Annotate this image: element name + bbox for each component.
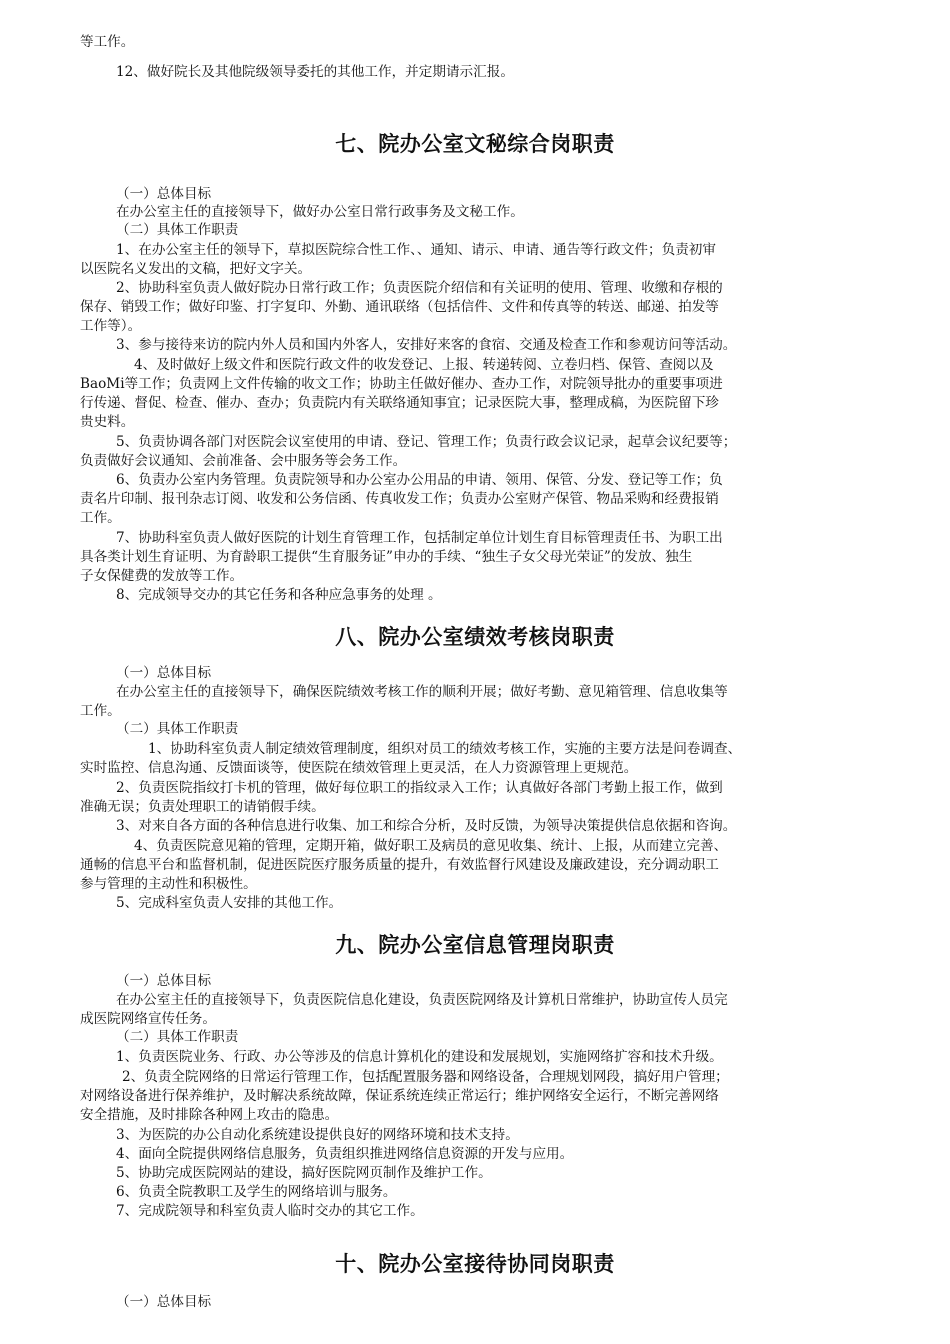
- text-line: 3、为医院的办公自动化系统建设提供良好的网络环境和技术支持。: [116, 1127, 519, 1143]
- text-line: 负责做好会议通知、会前准备、会中服务等会务工作。: [80, 453, 407, 469]
- goal-label: （一）总体目标: [116, 973, 212, 989]
- text-line: 等工作。: [80, 34, 135, 50]
- text-line: 具各类计划生育证明、为育龄职工提供“生育服务证”申办的手续、“独生子女父母光荣证”的发放、独生: [80, 549, 693, 565]
- goal-label: （一）总体目标: [116, 1294, 212, 1310]
- goal-text: 在办公室主任的直接领导下，负责医院信息化建设，负责医院网络及计算机日常维护，协助宣传人员完: [116, 992, 728, 1008]
- text-line: 5、完成科室负责人安排的其他工作。: [116, 895, 343, 911]
- text-line: 4、及时做好上级文件和医院行政文件的收发登记、上报、转递转阅、立卷归档、保管、查阅以及: [134, 357, 714, 373]
- text-line: 6、负责全院教职工及学生的网络培训与服务。: [116, 1184, 397, 1200]
- section-heading-10: 十、院办公室接待协同岗职责: [335, 1251, 615, 1276]
- text-line: 安全措施，及时排除各种网上攻击的隐患。: [80, 1107, 339, 1123]
- text-line: 4、面向全院提供网络信息服务，负责组织推进网络信息资源的开发与应用。: [116, 1146, 574, 1162]
- text-line: 4、负责医院意见箱的管理，定期开箱，做好职工及病员的意见收集、统计、上报，从而建立完善、: [134, 838, 728, 854]
- text-line: 1、协助科室负责人制定绩效管理制度，组织对员工的绩效考核工作，实施的主要方法是问卷调查、: [148, 741, 742, 757]
- text-line: 7、协助科室负责人做好医院的计划生育管理工作，包括制定单位计划生育目标管理责任书、为职工出: [116, 530, 723, 546]
- duties-label: （二）具体工作职责: [116, 1029, 239, 1045]
- text-line: 12、做好院长及其他院级领导委托的其他工作，并定期请示汇报。: [116, 64, 514, 80]
- text-line: BaoMi等工作；负责网上文件传输的收文工作；协助主任做好催办、查办工作，对院领导批办的重要事项进: [80, 376, 723, 392]
- text-line: 保存、销毁工作；做好印鉴、打字复印、外勤、通讯联络（包括信件、文件和传真等的转送、邮递、拍发等: [80, 299, 719, 315]
- text-line: 贵史料。: [80, 414, 135, 430]
- text-line: 2、负责医院指纹打卡机的管理，做好每位职工的指纹录入工作；认真做好各部门考勤上报工作，做到: [116, 780, 723, 796]
- text-line: 1、在办公室主任的领导下，草拟医院综合性工作、、通知、请示、申请、通告等行政文件；负责初审: [116, 242, 716, 258]
- text-line: 6、负责办公室内务管理。负责院领导和办公室办公用品的申请、领用、保管、分发、登记等工作；负: [116, 472, 723, 488]
- text-line: 参与管理的主动性和积极性。: [80, 876, 257, 892]
- text-line: 行传递、督促、检查、催办、查办；负责院内有关联络通知事宜；记录医院大事，整理成稿，为医院留下珍: [80, 395, 719, 411]
- section-heading-7: 七、院办公室文秘综合岗职责: [335, 131, 615, 156]
- text-line: 实时监控、信息沟通、反馈面谈等，使医院在绩效管理上更灵活，在人力资源管理上更规范。: [80, 760, 638, 776]
- text-line: 5、负责协调各部门对医院会议室使用的申请、登记、管理工作；负责行政会议记录，起草会议纪要等；: [116, 434, 737, 450]
- text-line: 子女保健费的发放等工作。: [80, 568, 244, 584]
- text-line: 8、完成领导交办的其它任务和各种应急事务的处理 。: [116, 587, 442, 603]
- text-line: 责名片印制、报刊杂志订阅、收发和公务信函、传真收发工作；负责办公室财产保管、物品采购和经费报销: [80, 491, 719, 507]
- text-line: 3、参与接待来访的院内外人员和国内外客人，安排好来客的食宿、交通及检查工作和参观访问等活动。: [116, 337, 737, 353]
- goal-label: （一）总体目标: [116, 186, 212, 202]
- goal-text: 在办公室主任的直接领导下，确保医院绩效考核工作的顺利开展；做好考勤、意见箱管理、信息收集等: [116, 684, 728, 700]
- section-heading-8: 八、院办公室绩效考核岗职责: [335, 624, 615, 649]
- goal-text: 工作。: [80, 703, 121, 719]
- text-line: 以医院名义发出的文稿，把好文字关。: [80, 261, 312, 277]
- text-line: 1、负责医院业务、行政、办公等涉及的信息计算机化的建设和发展规划，实施网络扩容和技术升级。: [116, 1049, 723, 1065]
- text-line: 准确无误；负责处理职工的请销假手续。: [80, 799, 325, 815]
- text-line: 2、负责全院网络的日常运行管理工作，包括配置服务器和网络设备，合理规划网段，搞好用户管理；: [122, 1069, 729, 1085]
- text-line: 通畅的信息平台和监督机制，促进医院医疗服务质量的提升，有效监督行风建设及廉政建设，充分调动职工: [80, 857, 719, 873]
- duties-label: （二）具体工作职责: [116, 721, 239, 737]
- text-line: 2、协助科室负责人做好院办日常行政工作；负责医院介绍信和有关证明的使用、管理、收缴和存根的: [116, 280, 723, 296]
- section-heading-9: 九、院办公室信息管理岗职责: [335, 932, 615, 957]
- text-line: 3、对来自各方面的各种信息进行收集、加工和综合分析，及时反馈，为领导决策提供信息依据和咨询。: [116, 818, 737, 834]
- goal-text: 成医院网络宣传任务。: [80, 1011, 216, 1027]
- goal-label: （一）总体目标: [116, 665, 212, 681]
- text-line: 5、协助完成医院网站的建设，搞好医院网页制作及维护工作。: [116, 1165, 492, 1181]
- text-line: 对网络设备进行保养维护，及时解决系统故障，保证系统连续正常运行；维护网络安全运行，不断完善网络: [80, 1088, 719, 1104]
- goal-text: 在办公室主任的直接领导下，做好办公室日常行政事务及文秘工作。: [116, 204, 524, 220]
- duties-label: （二）具体工作职责: [116, 222, 239, 238]
- text-line: 7、完成院领导和科室负责人临时交办的其它工作。: [116, 1203, 424, 1219]
- text-line: 工作。: [80, 510, 121, 526]
- text-line: 工作等）。: [80, 318, 142, 334]
